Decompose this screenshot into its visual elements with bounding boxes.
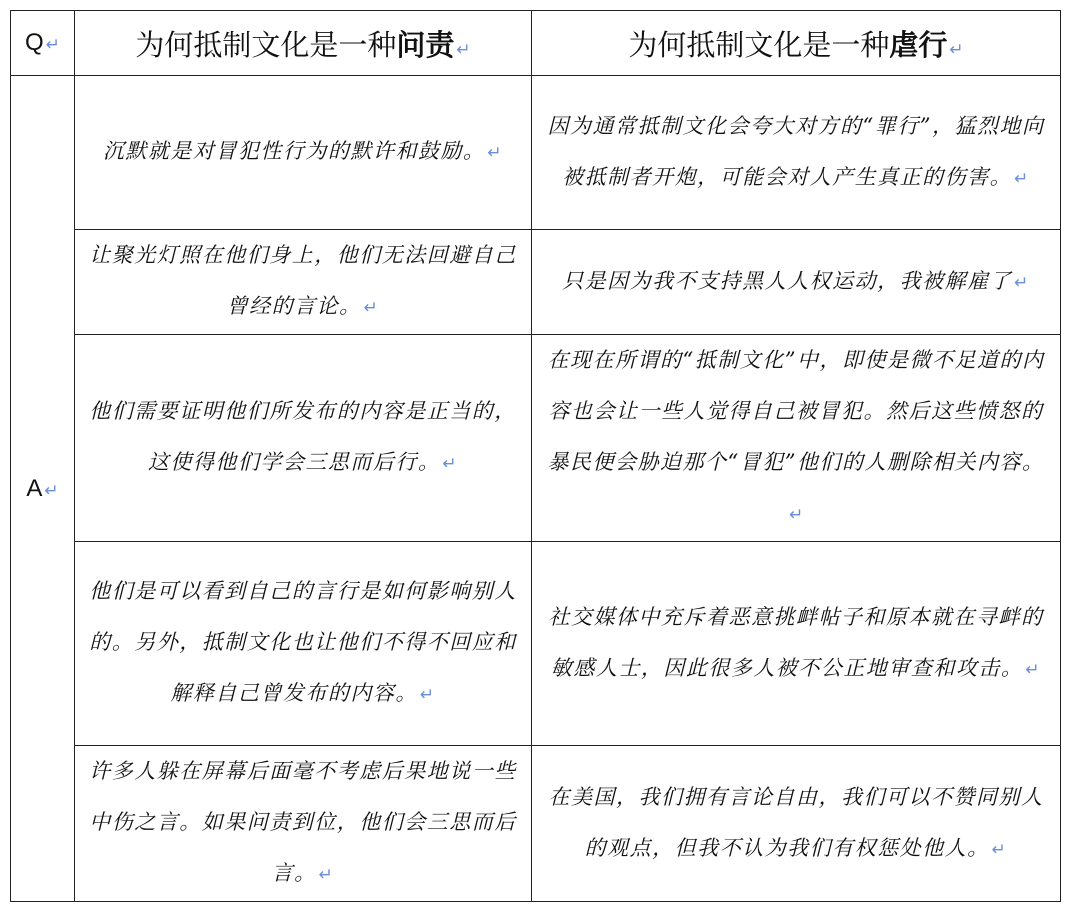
a-label: A xyxy=(26,474,43,502)
abuse-cell xyxy=(532,76,1061,230)
paragraph-mark-icon: ↵ xyxy=(419,685,436,705)
accountability-cell xyxy=(75,746,532,902)
abuse-cell xyxy=(532,335,1061,542)
paragraph-mark-icon: ↵ xyxy=(991,839,1008,860)
q-label-cell xyxy=(11,11,75,76)
abuse-text: 只是因为我不支持黑人人权运动，我被解雇了 xyxy=(562,268,1013,293)
table-row xyxy=(11,230,1061,335)
header-row xyxy=(11,11,1061,76)
accountability-text: 许多人躲在屏幕后面毫不考虑后果地说一些中伤之言。如果问责到位，他们会三思而后言。 xyxy=(89,759,517,885)
header-abuse-prefix: 为何抵制文化是一种 xyxy=(628,27,890,62)
paragraph-mark-icon: ↵ xyxy=(318,865,335,885)
a-label-cell xyxy=(11,76,75,902)
table-row xyxy=(11,542,1061,746)
paragraph-mark-icon: ↵ xyxy=(1014,272,1030,293)
paragraph-mark-icon: ↵ xyxy=(363,298,380,318)
paragraph-mark-icon: ↵ xyxy=(1025,659,1042,680)
accountability-text: 让聚光灯照在他们身上，他们无法回避自己曾经的言论。 xyxy=(89,243,517,318)
paragraph-mark-icon: ↵ xyxy=(45,35,60,55)
paragraph-mark-icon: ↵ xyxy=(789,505,805,525)
abuse-cell xyxy=(532,542,1061,746)
table-row xyxy=(11,76,1061,230)
abuse-cell xyxy=(532,230,1061,335)
paragraph-mark-icon: ↵ xyxy=(487,143,504,163)
accountability-text: 沉默就是对冒犯性行为的默许和鼓励。 xyxy=(102,139,486,163)
abuse-cell xyxy=(532,746,1061,902)
q-label: Q xyxy=(25,29,44,56)
comparison-table xyxy=(10,10,1061,902)
header-abuse-bold: 虐行 xyxy=(889,27,948,62)
accountability-text: 他们是可以看到自己的言行是如何影响别人的。另外，抵制文化也让他们不得不回应和解释自己曾发布的内容。 xyxy=(89,579,517,705)
header-accountability-prefix: 为何抵制文化是一种 xyxy=(135,27,397,62)
accountability-cell xyxy=(75,335,532,542)
accountability-cell xyxy=(75,76,532,230)
accountability-text: 他们需要证明他们所发布的内容是正当的，这使得他们学会三思而后行。 xyxy=(89,399,517,474)
abuse-text: 在现在所谓的“抵制文化”中，即使是微不足道的内容也会让一些人觉得自己被冒犯。然后这些愤怒的暴民便会胁迫那个“冒犯”他们的人删除相关内容。 xyxy=(547,348,1045,474)
header-accountability-bold: 问责 xyxy=(396,27,455,62)
abuse-text: 在美国，我们拥有言论自由，我们可以不赞同别人的观点，但我不认为我们有权惩处他人。 xyxy=(548,784,1044,860)
paragraph-mark-icon: ↵ xyxy=(456,39,471,60)
accountability-cell xyxy=(75,542,532,746)
paragraph-mark-icon: ↵ xyxy=(1014,168,1030,189)
header-accountability xyxy=(75,11,532,76)
header-abuse xyxy=(532,11,1061,76)
abuse-text: 社交媒体中充斥着恶意挑衅帖子和原本就在寻衅的敏感人士，因此很多人被不公正地审查和攻击。 xyxy=(548,604,1044,680)
paragraph-mark-icon: ↵ xyxy=(949,39,964,60)
table-row xyxy=(11,746,1061,902)
accountability-cell xyxy=(75,230,532,335)
abuse-text: 因为通常抵制文化会夸大对方的“罪行”，猛烈地向被抵制者开炮，可能会对人产生真正的伤害。 xyxy=(547,113,1045,189)
table-row xyxy=(11,335,1061,542)
paragraph-mark-icon: ↵ xyxy=(442,454,459,474)
paragraph-mark-icon: ↵ xyxy=(44,480,59,501)
